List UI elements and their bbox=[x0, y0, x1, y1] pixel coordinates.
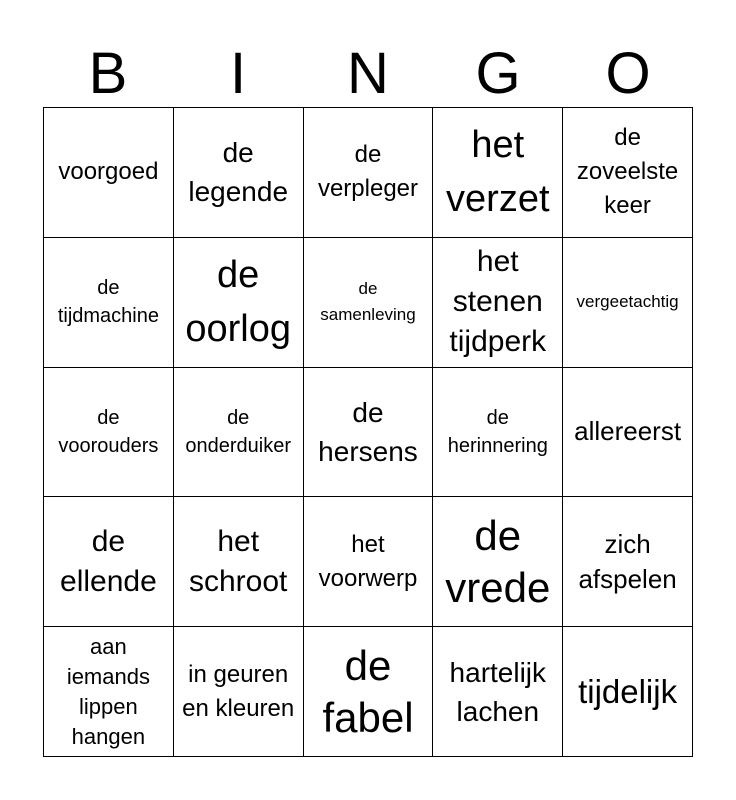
bingo-cell[interactable] bbox=[174, 497, 304, 627]
header-letter-n: N bbox=[347, 41, 389, 106]
bingo-cell[interactable] bbox=[44, 497, 174, 627]
cell-text: de fabel bbox=[322, 641, 414, 741]
cell-text: in geuren en kleuren bbox=[182, 660, 295, 722]
cell-text: vergeetachtig bbox=[576, 292, 679, 312]
cell-text: de voorouders bbox=[58, 406, 159, 457]
cell-text: de herinnering bbox=[447, 406, 548, 457]
cell-text: de oorlog bbox=[185, 254, 292, 351]
cell-text: de tijdmachine bbox=[57, 277, 159, 328]
bingo-cell[interactable] bbox=[433, 238, 563, 368]
bingo-cell[interactable] bbox=[174, 238, 304, 368]
cell-text: voorgoed bbox=[58, 158, 159, 186]
bingo-cell[interactable] bbox=[563, 238, 693, 368]
bingo-header bbox=[43, 40, 693, 108]
cell-text: de samenleving bbox=[320, 279, 416, 325]
cell-text: het stenen tijdperk bbox=[449, 245, 547, 359]
cell-text: de hersens bbox=[318, 396, 418, 467]
header-letter-i: I bbox=[229, 41, 247, 106]
bingo-cell[interactable] bbox=[304, 368, 434, 498]
cell-text: hartelijk lachen bbox=[449, 656, 547, 727]
bingo-cell[interactable] bbox=[433, 627, 563, 757]
bingo-cell[interactable] bbox=[44, 627, 174, 757]
bingo-cell[interactable] bbox=[563, 497, 693, 627]
cell-text: het voorwerp bbox=[318, 530, 418, 592]
cell-text: allereerst bbox=[574, 416, 682, 447]
bingo-cell[interactable] bbox=[563, 108, 693, 238]
bingo-cell[interactable] bbox=[304, 627, 434, 757]
cell-text: de verpleger bbox=[317, 141, 419, 203]
header-letter-g: G bbox=[475, 41, 521, 106]
cell-text: het schroot bbox=[189, 524, 288, 598]
bingo-cell[interactable] bbox=[433, 108, 563, 238]
bingo-cell[interactable] bbox=[304, 108, 434, 238]
bingo-cell[interactable] bbox=[563, 627, 693, 757]
header-letter-b: B bbox=[88, 41, 128, 106]
bingo-cell[interactable] bbox=[174, 368, 304, 498]
bingo-board bbox=[43, 107, 693, 757]
bingo-cell[interactable] bbox=[304, 497, 434, 627]
cell-text: de ellende bbox=[60, 524, 157, 598]
cell-text: zich afspelen bbox=[578, 528, 677, 594]
cell-text: tijdelijk bbox=[578, 672, 678, 710]
cell-text: de onderduiker bbox=[185, 406, 291, 457]
cell-text: de vrede bbox=[445, 511, 551, 611]
bingo-cell[interactable] bbox=[174, 108, 304, 238]
cell-text: het verzet bbox=[446, 124, 550, 221]
bingo-cell[interactable] bbox=[44, 108, 174, 238]
cell-text: aan iemands lippen hangen bbox=[66, 633, 150, 749]
bingo-cell[interactable] bbox=[44, 368, 174, 498]
bingo-cell[interactable] bbox=[304, 238, 434, 368]
bingo-cell[interactable] bbox=[44, 238, 174, 368]
bingo-cell[interactable] bbox=[563, 368, 693, 498]
bingo-cell[interactable] bbox=[174, 627, 304, 757]
bingo-cell[interactable] bbox=[433, 368, 563, 498]
cell-text: de zoveelste keer bbox=[576, 124, 679, 220]
header-letter-o: O bbox=[605, 41, 651, 106]
bingo-cell[interactable] bbox=[433, 497, 563, 627]
cell-text: de legende bbox=[188, 137, 289, 208]
